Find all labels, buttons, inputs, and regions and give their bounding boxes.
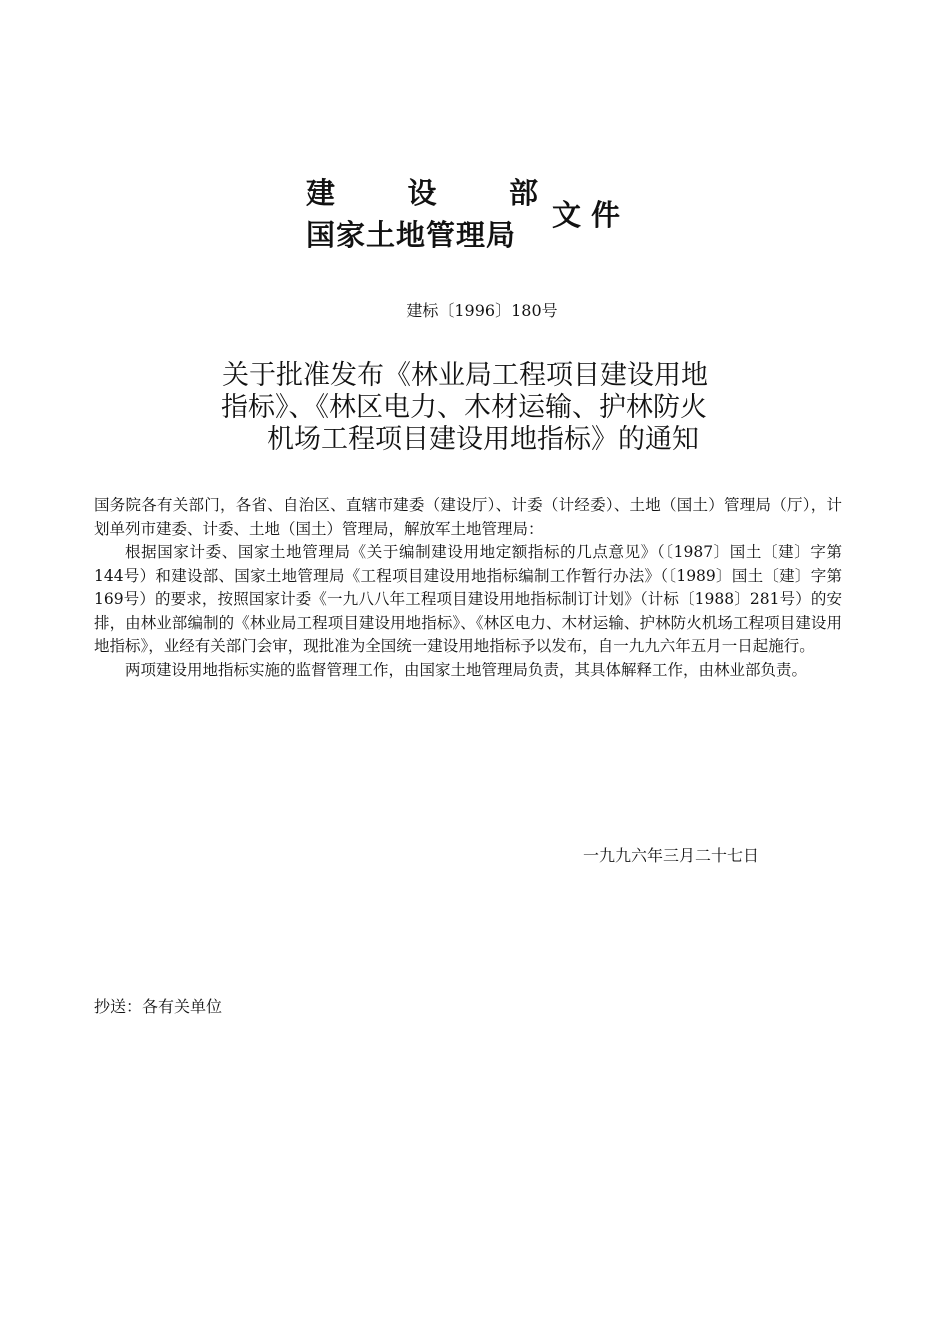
issuer-char: 设	[407, 176, 437, 210]
title-line: 机场工程项目建设用地指标》的通知	[267, 424, 699, 455]
recipients-paragraph: 国务院各有关部门，各省、自治区、直辖市建委（建设厅）、计委（计经委）、土地（国土）管理局（厅），计划单列市建委、计委、土地（国土）管理局，解放军土地管理局：	[94, 496, 842, 538]
document-number: 建标〔1996〕180号	[406, 301, 558, 320]
title-line: 关于批准发布《林业局工程项目建设用地	[222, 360, 708, 391]
notice-title	[150, 360, 790, 456]
issuer-ministry-of-construction	[306, 176, 538, 210]
title-line: 指标》、《林区电力、木材运输、护林防火	[221, 392, 707, 423]
carbon-copy-line: 抄送：各有关单位	[94, 997, 223, 1016]
document-header	[306, 172, 646, 262]
issue-date: 一九九六年三月二十七日	[583, 846, 760, 865]
body-paragraph: 两项建设用地指标实施的监督管理工作，由国家土地管理局负责，其具体解释工作，由林业部负责。	[125, 660, 808, 679]
body-paragraph: 根据国家计委、国家土地管理局《关于编制建设用地定额指标的几点意见》（〔1987〕国土〔建〕字第144号）和建设部、国家土地管理局《工程项目建设用地指标编制工作暂行办法》（〔1989〕国土〔建〕字第169号）的要求，按照国家计委《一九八八年工程项目建设用地指标制订计划》（计标〔1988〕281号）的安排，由林业部编制的《林业局工程项目建设用地指标》、《林区电力、木材运输、护林防火机场工程项目建设用地指标》，业经有关部门会审，现批准为全国统一建设用地指标予以发布，自一九九六年五月一日起施行。	[94, 543, 842, 655]
notice-body	[94, 494, 842, 682]
issuer-char: 建	[306, 176, 336, 210]
issuer-char: 部	[508, 176, 538, 210]
issuer-state-land-administration: 国家土地管理局	[306, 218, 517, 252]
document-label: 文件	[552, 198, 631, 232]
